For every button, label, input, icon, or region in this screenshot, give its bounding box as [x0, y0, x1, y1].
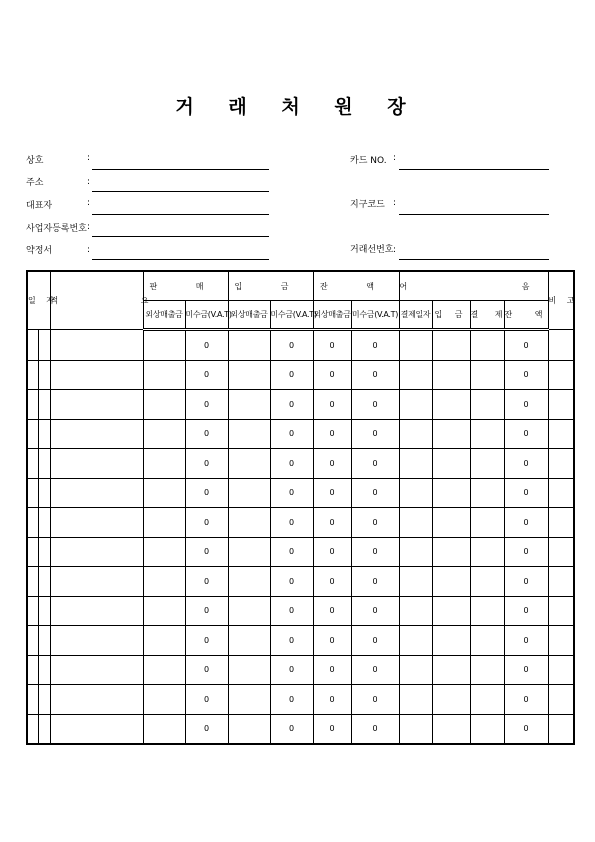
- empty-cell[interactable]: [548, 330, 574, 361]
- empty-cell[interactable]: [399, 449, 432, 479]
- empty-cell[interactable]: [399, 567, 432, 597]
- amount-cell[interactable]: 0: [504, 596, 548, 626]
- amount-cell[interactable]: 0: [185, 449, 228, 479]
- empty-cell[interactable]: [50, 567, 143, 597]
- empty-cell[interactable]: [548, 508, 574, 538]
- amount-cell[interactable]: 0: [351, 714, 399, 744]
- empty-cell[interactable]: [432, 655, 470, 685]
- empty-cell[interactable]: [470, 655, 504, 685]
- empty-cell[interactable]: [228, 360, 270, 390]
- empty-cell[interactable]: [50, 537, 143, 567]
- amount-cell[interactable]: 0: [270, 508, 313, 538]
- empty-cell[interactable]: [143, 330, 185, 361]
- empty-cell[interactable]: [432, 626, 470, 656]
- empty-cell[interactable]: [432, 596, 470, 626]
- table-row: [27, 537, 574, 567]
- table-row: [27, 567, 574, 597]
- empty-cell[interactable]: [27, 360, 38, 390]
- table-row: [27, 330, 574, 361]
- amount-cell[interactable]: 0: [185, 419, 228, 449]
- ledger-table: [26, 270, 586, 745]
- empty-cell[interactable]: [548, 714, 574, 744]
- empty-cell[interactable]: [228, 655, 270, 685]
- empty-cell[interactable]: [470, 508, 504, 538]
- empty-cell[interactable]: [228, 685, 270, 715]
- amount-cell[interactable]: 0: [351, 567, 399, 597]
- empty-cell[interactable]: [470, 626, 504, 656]
- empty-cell[interactable]: [50, 449, 143, 479]
- empty-cell[interactable]: [27, 626, 38, 656]
- empty-cell[interactable]: [38, 655, 50, 685]
- empty-cell[interactable]: [399, 419, 432, 449]
- header-balance: 잔 액: [313, 271, 399, 301]
- label-card-no: 카드 NO.: [350, 156, 387, 166]
- amount-cell[interactable]: 0: [504, 419, 548, 449]
- table-row: [27, 390, 574, 420]
- amount-cell[interactable]: 0: [313, 626, 351, 656]
- empty-cell[interactable]: [399, 685, 432, 715]
- label-business-number: 사업자등록번호: [26, 224, 87, 234]
- empty-cell[interactable]: [143, 360, 185, 390]
- empty-cell[interactable]: [38, 508, 50, 538]
- empty-cell[interactable]: [470, 360, 504, 390]
- empty-cell[interactable]: [432, 449, 470, 479]
- empty-cell[interactable]: [143, 567, 185, 597]
- empty-cell[interactable]: [50, 596, 143, 626]
- empty-cell[interactable]: [38, 685, 50, 715]
- amount-cell[interactable]: 0: [504, 390, 548, 420]
- empty-cell[interactable]: [548, 596, 574, 626]
- amount-cell[interactable]: 0: [313, 330, 351, 361]
- empty-cell[interactable]: [143, 508, 185, 538]
- amount-cell[interactable]: 0: [270, 419, 313, 449]
- empty-cell[interactable]: [470, 714, 504, 744]
- amount-cell[interactable]: 0: [185, 360, 228, 390]
- empty-cell[interactable]: [228, 508, 270, 538]
- header-description: 적 요: [50, 271, 143, 330]
- empty-cell[interactable]: [432, 419, 470, 449]
- amount-cell[interactable]: 0: [351, 419, 399, 449]
- empty-cell[interactable]: [27, 655, 38, 685]
- amount-cell[interactable]: 0: [504, 567, 548, 597]
- colon: :: [87, 245, 91, 255]
- empty-cell[interactable]: [27, 330, 38, 361]
- empty-cell[interactable]: [548, 537, 574, 567]
- colon: :: [393, 153, 397, 163]
- empty-cell[interactable]: [27, 478, 38, 508]
- amount-cell[interactable]: 0: [351, 626, 399, 656]
- empty-cell[interactable]: [228, 330, 270, 361]
- amount-cell[interactable]: 0: [351, 508, 399, 538]
- empty-cell[interactable]: [143, 449, 185, 479]
- amount-cell[interactable]: 0: [504, 714, 548, 744]
- amount-cell[interactable]: 0: [185, 596, 228, 626]
- empty-cell[interactable]: [548, 478, 574, 508]
- header-bill-settlement-date: 결제일자: [399, 301, 432, 330]
- amount-cell[interactable]: 0: [504, 626, 548, 656]
- agreement-field[interactable]: [92, 259, 269, 260]
- empty-cell[interactable]: [548, 449, 574, 479]
- empty-cell[interactable]: [399, 390, 432, 420]
- empty-cell[interactable]: [228, 478, 270, 508]
- header-sales-receivable: 외상매출금: [143, 301, 185, 330]
- header-date: 일 자: [27, 271, 50, 330]
- amount-cell[interactable]: 0: [504, 508, 548, 538]
- table-row: [27, 655, 574, 685]
- amount-cell[interactable]: 0: [351, 685, 399, 715]
- empty-cell[interactable]: [548, 626, 574, 656]
- empty-cell[interactable]: [399, 478, 432, 508]
- colon: :: [87, 177, 91, 187]
- empty-cell[interactable]: [470, 685, 504, 715]
- empty-cell[interactable]: [27, 390, 38, 420]
- amount-cell[interactable]: 0: [504, 330, 548, 361]
- empty-cell[interactable]: [228, 390, 270, 420]
- amount-cell[interactable]: 0: [351, 478, 399, 508]
- amount-cell[interactable]: 0: [313, 714, 351, 744]
- empty-cell[interactable]: [38, 419, 50, 449]
- header-balance-receivable: 외상매출금: [313, 301, 351, 330]
- amount-cell[interactable]: 0: [313, 596, 351, 626]
- amount-cell[interactable]: 0: [313, 360, 351, 390]
- empty-cell[interactable]: [470, 449, 504, 479]
- amount-cell[interactable]: 0: [313, 449, 351, 479]
- amount-cell[interactable]: 0: [351, 596, 399, 626]
- amount-cell[interactable]: 0: [185, 390, 228, 420]
- amount-cell[interactable]: 0: [313, 478, 351, 508]
- table-row: [27, 508, 574, 538]
- amount-cell[interactable]: 0: [313, 655, 351, 685]
- header-bill-settlement: 결 제: [470, 301, 504, 330]
- empty-cell[interactable]: [38, 537, 50, 567]
- header-sales-vat: 미수금(V.A.T): [185, 301, 228, 330]
- empty-cell[interactable]: [548, 567, 574, 597]
- empty-cell[interactable]: [143, 537, 185, 567]
- amount-cell[interactable]: 0: [270, 449, 313, 479]
- amount-cell[interactable]: 0: [185, 655, 228, 685]
- amount-cell[interactable]: 0: [270, 685, 313, 715]
- header-bill-balance: 잔 액: [504, 301, 548, 330]
- empty-cell[interactable]: [228, 596, 270, 626]
- empty-cell[interactable]: [50, 626, 143, 656]
- label-agreement: 약정서: [26, 246, 53, 256]
- amount-cell[interactable]: 0: [185, 685, 228, 715]
- empty-cell[interactable]: [143, 390, 185, 420]
- amount-cell[interactable]: 0: [351, 330, 399, 361]
- empty-cell[interactable]: [399, 714, 432, 744]
- empty-cell[interactable]: [143, 655, 185, 685]
- amount-cell[interactable]: 0: [270, 596, 313, 626]
- empty-cell[interactable]: [27, 537, 38, 567]
- empty-cell[interactable]: [399, 626, 432, 656]
- empty-cell[interactable]: [38, 714, 50, 744]
- empty-cell[interactable]: [548, 419, 574, 449]
- empty-cell[interactable]: [432, 478, 470, 508]
- amount-cell[interactable]: 0: [504, 537, 548, 567]
- amount-cell[interactable]: 0: [270, 478, 313, 508]
- empty-cell[interactable]: [432, 330, 470, 361]
- empty-cell[interactable]: [470, 567, 504, 597]
- colon: :: [87, 153, 91, 163]
- client-number-field[interactable]: [399, 259, 549, 260]
- amount-cell[interactable]: 0: [351, 449, 399, 479]
- amount-cell[interactable]: 0: [313, 419, 351, 449]
- amount-cell[interactable]: 0: [270, 360, 313, 390]
- empty-cell[interactable]: [399, 330, 432, 361]
- empty-cell[interactable]: [432, 508, 470, 538]
- empty-cell[interactable]: [228, 537, 270, 567]
- empty-cell[interactable]: [50, 478, 143, 508]
- empty-cell[interactable]: [470, 419, 504, 449]
- empty-cell[interactable]: [470, 330, 504, 361]
- empty-cell[interactable]: [38, 360, 50, 390]
- district-code-field[interactable]: [399, 214, 549, 215]
- table-row: [27, 685, 574, 715]
- empty-cell[interactable]: [27, 449, 38, 479]
- header-deposit-vat: 미수금(V.A.T): [270, 301, 313, 330]
- empty-cell[interactable]: [399, 596, 432, 626]
- header-bill: 어 음: [399, 271, 548, 301]
- empty-cell[interactable]: [432, 390, 470, 420]
- empty-cell[interactable]: [228, 626, 270, 656]
- amount-cell[interactable]: 0: [270, 714, 313, 744]
- empty-cell[interactable]: [50, 330, 143, 361]
- card-no-field[interactable]: [399, 169, 549, 170]
- amount-cell[interactable]: 0: [185, 567, 228, 597]
- empty-cell[interactable]: [38, 478, 50, 508]
- empty-cell[interactable]: [470, 390, 504, 420]
- empty-cell[interactable]: [38, 390, 50, 420]
- empty-cell[interactable]: [143, 596, 185, 626]
- amount-cell[interactable]: 0: [185, 714, 228, 744]
- amount-cell[interactable]: 0: [270, 626, 313, 656]
- amount-cell[interactable]: 0: [504, 478, 548, 508]
- empty-cell[interactable]: [432, 685, 470, 715]
- label-address: 주소: [26, 178, 44, 188]
- empty-cell[interactable]: [548, 655, 574, 685]
- table-row: [27, 449, 574, 479]
- header-deposit-receivable: 외상매출금: [228, 301, 270, 330]
- amount-cell[interactable]: 0: [313, 508, 351, 538]
- amount-cell[interactable]: 0: [351, 655, 399, 685]
- empty-cell[interactable]: [432, 360, 470, 390]
- header-note: 비 고: [548, 271, 574, 330]
- business-number-field[interactable]: [92, 236, 269, 237]
- address-field[interactable]: [92, 191, 269, 192]
- label-client-number: 거래선번호: [350, 245, 394, 255]
- amount-cell[interactable]: 0: [270, 390, 313, 420]
- amount-cell[interactable]: 0: [185, 508, 228, 538]
- empty-cell[interactable]: [27, 567, 38, 597]
- representative-field[interactable]: [92, 214, 269, 215]
- empty-cell[interactable]: [38, 596, 50, 626]
- amount-cell[interactable]: 0: [351, 537, 399, 567]
- colon: :: [87, 222, 91, 232]
- empty-cell[interactable]: [143, 626, 185, 656]
- empty-cell[interactable]: [143, 478, 185, 508]
- table-row: [27, 419, 574, 449]
- label-district-code: 지구코드: [350, 200, 385, 210]
- empty-cell[interactable]: [228, 449, 270, 479]
- empty-cell[interactable]: [27, 714, 38, 744]
- empty-cell[interactable]: [143, 714, 185, 744]
- empty-cell[interactable]: [470, 596, 504, 626]
- empty-cell[interactable]: [399, 537, 432, 567]
- header-sales: 판 매: [143, 271, 228, 301]
- empty-cell[interactable]: [228, 567, 270, 597]
- amount-cell[interactable]: 0: [351, 390, 399, 420]
- amount-cell[interactable]: 0: [504, 449, 548, 479]
- empty-cell[interactable]: [27, 508, 38, 538]
- amount-cell[interactable]: 0: [185, 537, 228, 567]
- empty-cell[interactable]: [38, 626, 50, 656]
- table-row: [27, 714, 574, 744]
- empty-cell[interactable]: [548, 390, 574, 420]
- header-balance-vat: 미수금(V.A.T): [351, 301, 399, 330]
- empty-cell[interactable]: [50, 360, 143, 390]
- empty-cell[interactable]: [432, 714, 470, 744]
- empty-cell[interactable]: [50, 714, 143, 744]
- amount-cell[interactable]: 0: [504, 655, 548, 685]
- amount-cell[interactable]: 0: [185, 330, 228, 361]
- empty-cell[interactable]: [50, 390, 143, 420]
- empty-cell[interactable]: [432, 537, 470, 567]
- empty-cell[interactable]: [228, 714, 270, 744]
- table-row: [27, 626, 574, 656]
- empty-cell[interactable]: [50, 508, 143, 538]
- empty-cell[interactable]: [470, 478, 504, 508]
- amount-cell[interactable]: 0: [504, 685, 548, 715]
- empty-cell[interactable]: [470, 537, 504, 567]
- company-field[interactable]: [92, 169, 269, 170]
- empty-cell[interactable]: [50, 419, 143, 449]
- amount-cell[interactable]: 0: [351, 360, 399, 390]
- header-bill-deposit: 입 금: [432, 301, 470, 330]
- amount-cell[interactable]: 0: [313, 537, 351, 567]
- empty-cell[interactable]: [50, 685, 143, 715]
- amount-cell[interactable]: 0: [313, 390, 351, 420]
- empty-cell[interactable]: [143, 419, 185, 449]
- empty-cell[interactable]: [38, 330, 50, 361]
- label-representative: 대표자: [26, 201, 53, 211]
- colon: :: [393, 245, 397, 255]
- amount-cell[interactable]: 0: [270, 655, 313, 685]
- amount-cell[interactable]: 0: [270, 537, 313, 567]
- header-deposit: 입 금: [228, 271, 313, 301]
- empty-cell[interactable]: [228, 419, 270, 449]
- empty-cell[interactable]: [27, 419, 38, 449]
- empty-cell[interactable]: [38, 567, 50, 597]
- empty-cell[interactable]: [548, 360, 574, 390]
- page-title: 거 래 처 원 장: [175, 96, 420, 118]
- colon: :: [393, 198, 397, 208]
- amount-cell[interactable]: 0: [185, 626, 228, 656]
- empty-cell[interactable]: [548, 685, 574, 715]
- table-row: [27, 478, 574, 508]
- amount-cell[interactable]: 0: [313, 685, 351, 715]
- amount-cell[interactable]: 0: [504, 360, 548, 390]
- empty-cell[interactable]: [399, 360, 432, 390]
- colon: :: [87, 198, 91, 208]
- empty-cell[interactable]: [50, 655, 143, 685]
- empty-cell[interactable]: [432, 567, 470, 597]
- empty-cell[interactable]: [143, 685, 185, 715]
- empty-cell[interactable]: [399, 655, 432, 685]
- amount-cell[interactable]: 0: [313, 567, 351, 597]
- table-row: [27, 596, 574, 626]
- empty-cell[interactable]: [399, 508, 432, 538]
- amount-cell[interactable]: 0: [270, 567, 313, 597]
- empty-cell[interactable]: [27, 596, 38, 626]
- amount-cell[interactable]: 0: [270, 330, 313, 361]
- empty-cell[interactable]: [38, 449, 50, 479]
- empty-cell[interactable]: [27, 685, 38, 715]
- table-row: [27, 360, 574, 390]
- label-company: 상호: [26, 156, 44, 166]
- amount-cell[interactable]: 0: [185, 478, 228, 508]
